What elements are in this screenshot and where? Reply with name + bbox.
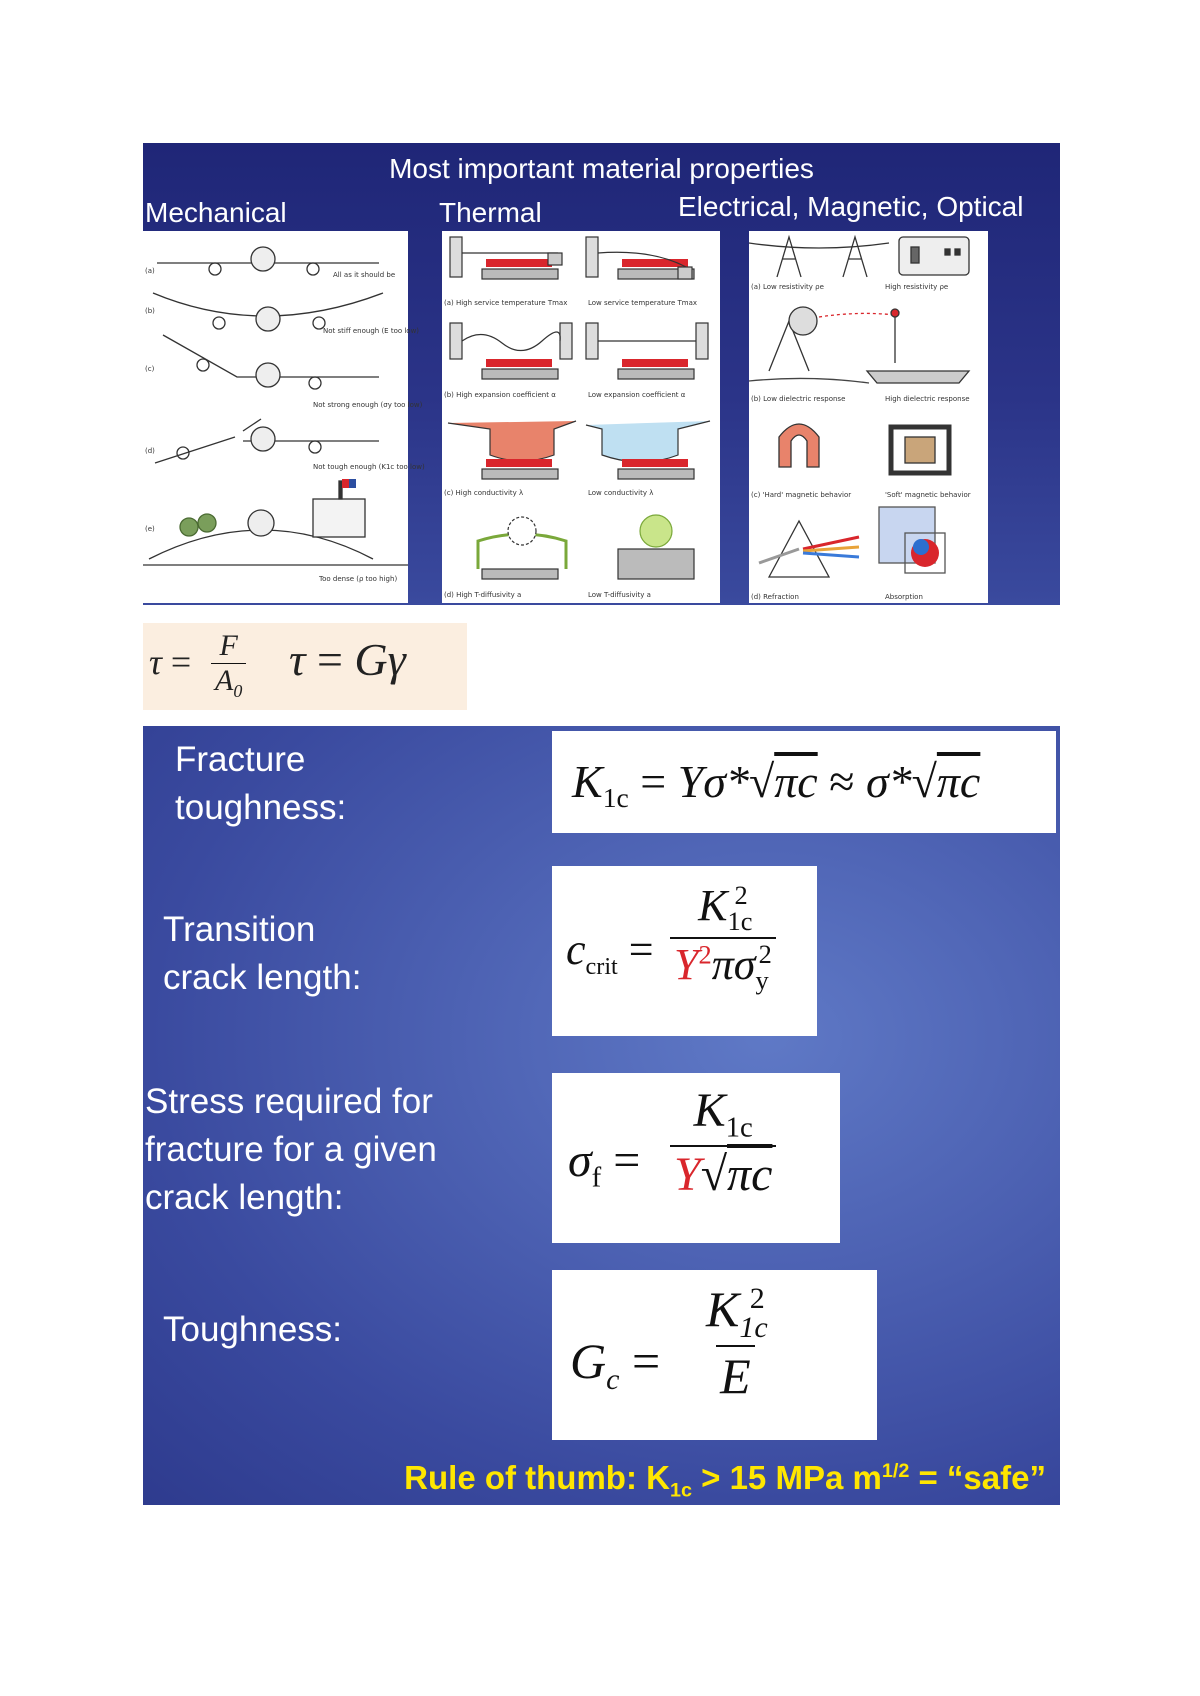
elec-caption-4: High dielectric response	[885, 395, 970, 403]
mech-row-label-d: (d)	[145, 447, 155, 455]
category-mechanical: Mechanical	[145, 197, 287, 228]
thermal-caption-6: Low conductivity λ	[588, 489, 654, 497]
elec-caption-1: (a) Low resistivity ρe	[751, 283, 824, 291]
shear-modulus-equation	[289, 633, 406, 686]
shear-stress-equations	[143, 623, 467, 710]
thermal-caption-5: (c) High conductivity λ	[444, 489, 524, 497]
mech-caption-b: Not stiff enough (E too low)	[323, 327, 420, 335]
thermal-caption-2: Low service temperature Tmax	[588, 299, 698, 307]
transition-crack-length-label: Transition crack length:	[163, 910, 362, 997]
force-over-area	[211, 629, 246, 702]
area-subscript: 0	[233, 681, 243, 701]
tau-symbol-2: τ	[289, 634, 306, 685]
equals-sign: =	[170, 642, 192, 682]
tau-symbol: τ	[149, 642, 162, 682]
gamma-symbol: γ	[387, 634, 406, 685]
fracture-toughness-label: Fracture toughness:	[175, 740, 347, 827]
thermal-caption-8: Low T-diffusivity a	[588, 591, 651, 599]
elec-caption-7: (d) Refraction	[751, 593, 799, 601]
mech-row-label-b: (b)	[145, 307, 155, 315]
fracture-stress-equation: $\sigma_f$ = $\frac{K_{1c}}{Y√\pi c}$	[552, 1073, 840, 1243]
mech-caption-d: Not tough enough (K1c too low)	[313, 463, 425, 471]
mechanical-illustration	[143, 231, 425, 603]
rule-of-thumb: Rule of thumb: $K_{1c} > 15$ MPa $m^{1/2}$ = “safe”	[404, 1459, 1046, 1502]
electrical-illustration	[749, 231, 988, 603]
elec-caption-2: High resistivity ρe	[885, 283, 949, 291]
force-symbol: F	[219, 629, 238, 662]
thermal-illustration	[442, 231, 720, 603]
fracture-stress-label: Stress required for fracture for a given crack length:	[145, 1082, 437, 1217]
elec-caption-8: Absorption	[885, 593, 923, 601]
category-electrical: Electrical, Magnetic, Optical	[678, 191, 1024, 222]
mech-caption-c: Not strong enough (σy too low)	[313, 401, 423, 409]
mech-row-label-c: (c)	[145, 365, 155, 373]
mech-caption-a: All as it should be	[333, 271, 396, 279]
toughness-equation: $G_c$ = $\frac{K_{1c}^2}{E}$	[552, 1270, 877, 1440]
thermal-caption-3: (b) High expansion coefficient α	[444, 391, 556, 399]
toughness-label: Toughness:	[163, 1310, 343, 1349]
thermal-caption-4: Low expansion coefficient α	[588, 391, 686, 399]
slide-fracture-mechanics	[143, 726, 1060, 1505]
mechanical-panel	[143, 231, 425, 603]
slide-material-properties	[143, 143, 1060, 605]
elec-caption-6: 'Soft' magnetic behavior	[885, 491, 971, 499]
geometry-factor-y: Y	[674, 939, 699, 989]
mech-caption-e: Too dense (ρ too high)	[319, 575, 398, 583]
transition-crack-length-equation: $c_{crit}$ = $K_{1c}^2$ $Y^2\pi\sigma_y^2$	[552, 866, 817, 1036]
slide-title: Most important material properties	[389, 153, 814, 184]
fracture-toughness-equation: $K_{1c} = Y\sigma*√\pi c \approx \sigma*√\pi c$	[552, 731, 1056, 833]
thermal-caption-7: (d) High T-diffusivity a	[444, 591, 522, 599]
category-thermal: Thermal	[439, 197, 542, 228]
elec-caption-3: (b) Low dielectric response	[751, 395, 846, 403]
mech-row-label-e: (e)	[145, 525, 155, 533]
equals-sign-2: =	[316, 634, 343, 685]
shear-modulus-symbol: G	[354, 634, 388, 685]
electrical-panel	[749, 231, 988, 603]
thermal-panel	[442, 231, 720, 603]
area-symbol: A	[215, 664, 234, 697]
mech-row-label-a: (a)	[145, 267, 155, 275]
thermal-caption-1: (a) High service temperature Tmax	[444, 299, 568, 307]
elec-caption-5: (c) 'Hard' magnetic behavior	[751, 491, 852, 499]
